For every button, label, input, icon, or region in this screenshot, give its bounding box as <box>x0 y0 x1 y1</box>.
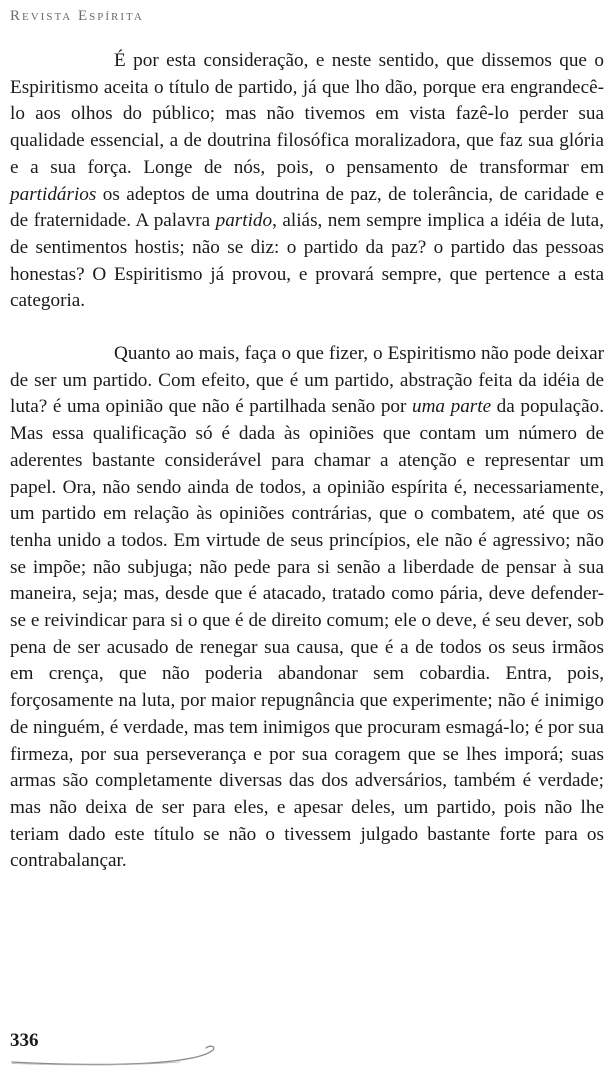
text-run: Quanto ao mais, faça o que fizer, o Espiritismo não pode deixar de ser um partido. Com efeito, que é um partido, abstração feita da idéia de luta? é uma opinião que não é partilhada senão por <box>10 343 604 418</box>
page-number-flourish <box>10 1026 220 1066</box>
italic-term: uma parte <box>411 396 492 418</box>
paragraph-2 <box>10 341 604 875</box>
paragraph-1 <box>10 48 604 315</box>
page-footer <box>10 1026 220 1066</box>
text-run: É por esta consideração, e neste sentido, que dissemos que o Espiritismo aceita o título de partido, já que lho dão, porque era engrandecê-lo aos olhos do público; mas não tivemos em vista fazê-lo perder sua qualidade essencial, a de doutrina filosófica moralizadora, que faz sua glória e a sua força. Longe de nós, pois, o pensamento de transformar em <box>10 50 604 178</box>
running-head: Revista Espírita <box>10 8 144 24</box>
text-run: , aliás, nem sempre implica a idéia de luta, de sentimentos hostis; não se diz: o partido da paz? o partido das pessoas honestas? O Espiritismo já provou, e provará sempre, que pertence a esta categoria. <box>10 210 604 312</box>
text-run: os adeptos de uma doutrina de paz, de tolerância, de caridade e de fraternidade. A palavra <box>10 183 604 232</box>
italic-term: partido <box>215 210 273 232</box>
page-number: 336 <box>10 1030 39 1051</box>
italic-term: partidários <box>10 183 97 205</box>
page-body <box>10 48 604 875</box>
text-run: da população. Mas essa qualificação só é dada às opiniões que contam um número de aderentes bastante considerável para chamar a atenção e representar um papel. Ora, não sendo ainda de todos, a opinião espírita é, necessariamente, um partido em relação às opiniões contrárias, que o combatem, até que os tenha unido a todos. Em virtude de seus princípios, ele não é agressivo; não se impõe; não subjuga; não pede para si senão a liberdade de pensar à sua maneira, seja; mas, desde que é atacado, tratado como pária, deve defender-se e reivindicar para si o que é de direito comum; ele o deve, é seu dever, sob pena de ser acusado de renegar sua causa, que é a de todos os seus irmãos em crença, que não poderia abandonar sem cobardia. Entra, pois, forçosamente na luta, por maior repugnância que experimente; não é inimigo de ninguém, é verdade, mas tem inimigos que procuram esmagá-lo; é por sua firmeza, por sua perseverança e por sua coragem que se lhes imporá; suas armas são completamente diversas das dos adversários, também é verdade; mas não deixa de ser para eles, e apesar deles, um partido, pois não lhe teriam dado este título se não o tivessem julgado bastante forte para os contrabalançar. <box>10 396 605 872</box>
